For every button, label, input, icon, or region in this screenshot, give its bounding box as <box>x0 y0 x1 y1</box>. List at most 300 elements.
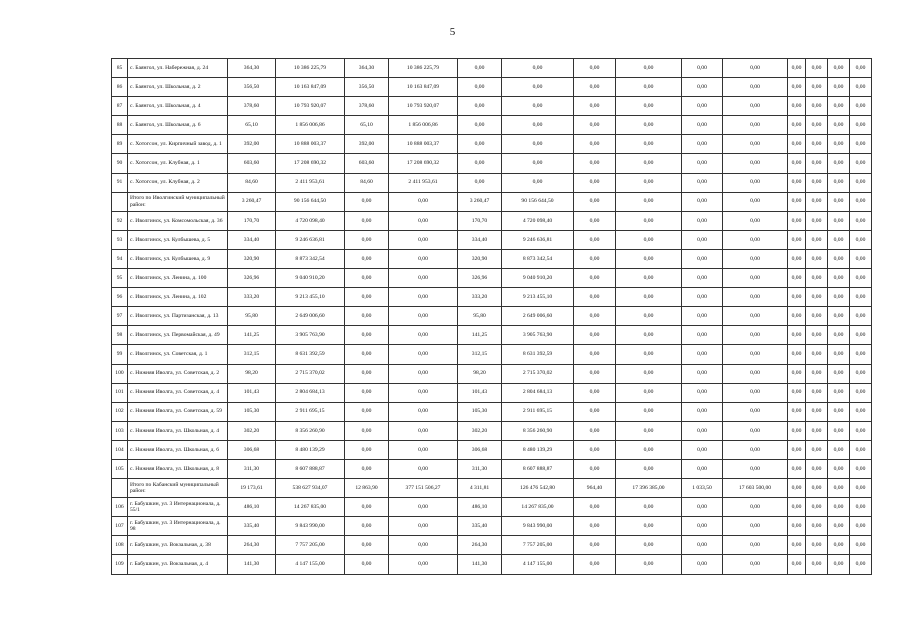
value-cell: 0,00 <box>345 459 389 478</box>
value-cell: 0,00 <box>682 555 723 574</box>
value-cell: 0,00 <box>345 211 389 230</box>
value-cell: 9 213 455,10 <box>276 288 345 307</box>
value-cell: 2 411 953,61 <box>276 173 345 192</box>
value-cell: 0,00 <box>682 230 723 249</box>
value-cell: 0,00 <box>788 517 806 536</box>
value-cell: 0,00 <box>806 288 828 307</box>
value-cell: 0,00 <box>723 249 788 268</box>
value-cell: 0,00 <box>616 326 682 345</box>
address-cell: с. Нижняя Иволга, ул. Школьная, д. 8 <box>128 459 228 478</box>
value-cell: 0,00 <box>850 459 872 478</box>
value-cell: 84,60 <box>345 173 389 192</box>
value-cell: 0,00 <box>788 555 806 574</box>
value-cell: 0,00 <box>345 345 389 364</box>
value-cell: 4 147 155,00 <box>276 555 345 574</box>
value-cell: 0,00 <box>806 555 828 574</box>
value-cell: 0,00 <box>682 192 723 211</box>
value-cell: 0,00 <box>723 555 788 574</box>
value-cell: 8 356 260,90 <box>276 421 345 440</box>
value-cell: 10 163 847,09 <box>389 78 458 97</box>
value-cell: 0,00 <box>345 230 389 249</box>
table-row <box>112 211 872 230</box>
value-cell: 0,00 <box>828 402 850 421</box>
table-body <box>112 59 872 575</box>
address-cell: с. Нижняя Иволга, ул. Советская, д. 2 <box>128 364 228 383</box>
row-number: 87 <box>112 97 128 116</box>
value-cell: 0,00 <box>389 269 458 288</box>
row-number: 106 <box>112 498 128 517</box>
value-cell: 326,96 <box>458 269 502 288</box>
value-cell: 0,00 <box>682 116 723 135</box>
value-cell: 0,00 <box>828 192 850 211</box>
address-cell: с. Хотогсон, ул. Кирпичный завод, д. 1 <box>128 135 228 154</box>
value-cell: 0,00 <box>616 97 682 116</box>
value-cell: 0,00 <box>788 345 806 364</box>
value-cell: 378,60 <box>345 97 389 116</box>
table-row <box>112 154 872 173</box>
value-cell: 0,00 <box>682 211 723 230</box>
value-cell: 0,00 <box>806 211 828 230</box>
value-cell: 1 033,50 <box>682 479 723 498</box>
value-cell: 0,00 <box>502 59 574 78</box>
value-cell: 0,00 <box>458 135 502 154</box>
row-number: 91 <box>112 173 128 192</box>
address-cell: с. Нижняя Иволга, ул. Советская, д. 59 <box>128 402 228 421</box>
value-cell: 0,00 <box>850 135 872 154</box>
value-cell: 0,00 <box>850 154 872 173</box>
value-cell: 0,00 <box>389 517 458 536</box>
value-cell: 964,40 <box>574 479 616 498</box>
row-number: 86 <box>112 78 128 97</box>
value-cell: 0,00 <box>788 78 806 97</box>
row-number: 98 <box>112 326 128 345</box>
value-cell: 0,00 <box>389 192 458 211</box>
value-cell: 7 757 205,00 <box>276 536 345 555</box>
value-cell: 0,00 <box>828 173 850 192</box>
value-cell: 0,00 <box>806 192 828 211</box>
value-cell: 0,00 <box>788 173 806 192</box>
value-cell: 0,00 <box>850 116 872 135</box>
value-cell: 0,00 <box>616 364 682 383</box>
value-cell: 0,00 <box>574 421 616 440</box>
value-cell: 0,00 <box>458 97 502 116</box>
value-cell: 0,00 <box>850 536 872 555</box>
value-cell: 0,00 <box>574 440 616 459</box>
value-cell: 0,00 <box>723 307 788 326</box>
value-cell: 0,00 <box>850 78 872 97</box>
value-cell: 141,25 <box>228 326 276 345</box>
address-cell: с. Хотогсон, ул. Клубная, д. 2 <box>128 173 228 192</box>
address-cell: с. Иволгинск, ул. Комсомольская, д. 36 <box>128 211 228 230</box>
value-cell: 0,00 <box>682 459 723 478</box>
row-number: 99 <box>112 345 128 364</box>
value-cell: 0,00 <box>806 459 828 478</box>
value-cell: 0,00 <box>850 555 872 574</box>
subtotal-label: Итого по Кабанский муниципальный район: <box>128 479 228 498</box>
value-cell: 0,00 <box>828 459 850 478</box>
value-cell: 4 720 098,40 <box>276 211 345 230</box>
value-cell: 3 905 763,90 <box>502 326 574 345</box>
value-cell: 17 208 690,32 <box>276 154 345 173</box>
value-cell: 0,00 <box>389 421 458 440</box>
value-cell: 7 757 205,00 <box>502 536 574 555</box>
address-cell: с. Иволгинск, ул. Ленина, д. 102 <box>128 288 228 307</box>
value-cell: 0,00 <box>788 459 806 478</box>
value-cell: 0,00 <box>682 173 723 192</box>
value-cell: 0,00 <box>828 440 850 459</box>
value-cell: 302,20 <box>228 421 276 440</box>
value-cell: 0,00 <box>806 249 828 268</box>
value-cell: 0,00 <box>616 78 682 97</box>
value-cell: 0,00 <box>389 459 458 478</box>
value-cell: 0,00 <box>616 288 682 307</box>
value-cell: 0,00 <box>389 555 458 574</box>
value-cell: 0,00 <box>806 269 828 288</box>
value-cell: 0,00 <box>723 288 788 307</box>
value-cell: 0,00 <box>389 345 458 364</box>
value-cell: 356,50 <box>228 78 276 97</box>
value-cell: 0,00 <box>806 78 828 97</box>
value-cell: 0,00 <box>850 383 872 402</box>
row-number: 107 <box>112 517 128 536</box>
address-cell: г. Бабушкин, ул. Вокзальная, д. 4 <box>128 555 228 574</box>
value-cell: 1 856 006,86 <box>389 116 458 135</box>
value-cell: 0,00 <box>574 498 616 517</box>
register-table <box>111 58 872 575</box>
value-cell: 105,30 <box>228 402 276 421</box>
value-cell: 306,68 <box>458 440 502 459</box>
value-cell: 0,00 <box>502 78 574 97</box>
value-cell: 378,60 <box>228 97 276 116</box>
value-cell: 0,00 <box>345 307 389 326</box>
value-cell: 0,00 <box>788 97 806 116</box>
value-cell: 392,00 <box>345 135 389 154</box>
value-cell: 0,00 <box>616 192 682 211</box>
value-cell: 0,00 <box>345 249 389 268</box>
value-cell: 0,00 <box>828 135 850 154</box>
value-cell: 2 715 370,02 <box>276 364 345 383</box>
value-cell: 0,00 <box>806 326 828 345</box>
value-cell: 0,00 <box>616 459 682 478</box>
value-cell: 0,00 <box>389 536 458 555</box>
table-row <box>112 421 872 440</box>
value-cell: 0,00 <box>682 249 723 268</box>
value-cell: 0,00 <box>788 288 806 307</box>
table-row <box>112 307 872 326</box>
value-cell: 0,00 <box>682 536 723 555</box>
value-cell: 10 793 920,07 <box>276 97 345 116</box>
value-cell: 0,00 <box>723 116 788 135</box>
row-number: 88 <box>112 116 128 135</box>
value-cell: 0,00 <box>806 402 828 421</box>
value-cell: 95,80 <box>458 307 502 326</box>
value-cell: 0,00 <box>458 78 502 97</box>
value-cell: 98,20 <box>228 364 276 383</box>
row-number: 92 <box>112 211 128 230</box>
value-cell: 0,00 <box>345 421 389 440</box>
value-cell: 0,00 <box>616 307 682 326</box>
value-cell: 0,00 <box>574 364 616 383</box>
table-row <box>112 135 872 154</box>
value-cell: 14 267 835,00 <box>502 498 574 517</box>
value-cell: 326,96 <box>228 269 276 288</box>
value-cell: 2 911 695,15 <box>276 402 345 421</box>
value-cell: 0,00 <box>788 230 806 249</box>
value-cell: 98,20 <box>458 364 502 383</box>
value-cell: 320,90 <box>228 249 276 268</box>
value-cell: 0,00 <box>788 269 806 288</box>
value-cell: 65,10 <box>345 116 389 135</box>
value-cell: 0,00 <box>723 440 788 459</box>
value-cell: 0,00 <box>682 288 723 307</box>
value-cell: 0,00 <box>806 421 828 440</box>
value-cell: 10 386 225,79 <box>276 59 345 78</box>
value-cell: 2 804 684,13 <box>276 383 345 402</box>
value-cell: 0,00 <box>616 555 682 574</box>
table-row <box>112 173 872 192</box>
row-number: 97 <box>112 307 128 326</box>
value-cell: 0,00 <box>850 307 872 326</box>
address-cell: с. Нижняя Иволга, ул. Школьная, д. 6 <box>128 440 228 459</box>
value-cell: 0,00 <box>458 173 502 192</box>
value-cell: 0,00 <box>723 459 788 478</box>
table-row <box>112 555 872 574</box>
value-cell: 0,00 <box>345 364 389 383</box>
value-cell: 0,00 <box>806 440 828 459</box>
value-cell: 0,00 <box>389 440 458 459</box>
value-cell: 0,00 <box>828 498 850 517</box>
value-cell: 0,00 <box>616 211 682 230</box>
table-row <box>112 383 872 402</box>
value-cell: 0,00 <box>788 421 806 440</box>
value-cell: 0,00 <box>389 498 458 517</box>
value-cell: 0,00 <box>574 555 616 574</box>
row-number: 101 <box>112 383 128 402</box>
value-cell: 0,00 <box>788 536 806 555</box>
value-cell: 0,00 <box>616 421 682 440</box>
table-row <box>112 59 872 78</box>
value-cell: 9 246 636,81 <box>276 230 345 249</box>
value-cell: 0,00 <box>345 288 389 307</box>
value-cell: 0,00 <box>616 517 682 536</box>
value-cell: 0,00 <box>574 459 616 478</box>
table-row <box>112 326 872 345</box>
value-cell: 306,68 <box>228 440 276 459</box>
value-cell: 101,43 <box>458 383 502 402</box>
value-cell: 141,30 <box>458 555 502 574</box>
value-cell: 0,00 <box>850 288 872 307</box>
table-row <box>112 536 872 555</box>
value-cell: 312,15 <box>228 345 276 364</box>
value-cell: 0,00 <box>850 211 872 230</box>
value-cell: 0,00 <box>788 192 806 211</box>
value-cell: 0,00 <box>345 498 389 517</box>
value-cell: 0,00 <box>389 307 458 326</box>
value-cell: 0,00 <box>502 173 574 192</box>
value-cell: 0,00 <box>788 364 806 383</box>
value-cell: 0,00 <box>345 555 389 574</box>
row-number: 100 <box>112 364 128 383</box>
value-cell: 0,00 <box>574 59 616 78</box>
row-number: 108 <box>112 536 128 555</box>
table-row <box>112 459 872 478</box>
value-cell: 0,00 <box>389 211 458 230</box>
value-cell: 0,00 <box>574 154 616 173</box>
value-cell: 141,30 <box>228 555 276 574</box>
value-cell: 356,50 <box>345 78 389 97</box>
value-cell: 0,00 <box>723 97 788 116</box>
value-cell: 8 480 139,29 <box>276 440 345 459</box>
value-cell: 9 040 910,20 <box>502 269 574 288</box>
value-cell: 0,00 <box>616 498 682 517</box>
value-cell: 4 147 155,00 <box>502 555 574 574</box>
row-number: 93 <box>112 230 128 249</box>
value-cell: 14 267 835,00 <box>276 498 345 517</box>
value-cell: 0,00 <box>616 536 682 555</box>
value-cell: 0,00 <box>723 211 788 230</box>
subtotal-row <box>112 479 872 498</box>
value-cell: 0,00 <box>723 536 788 555</box>
page-number: 5 <box>449 26 456 38</box>
value-cell: 0,00 <box>850 269 872 288</box>
value-cell: 2 411 953,61 <box>389 173 458 192</box>
value-cell: 0,00 <box>828 249 850 268</box>
address-cell: с. Иволгинск, ул. Кулбышева, д. 5 <box>128 230 228 249</box>
value-cell: 0,00 <box>574 173 616 192</box>
value-cell: 0,00 <box>850 440 872 459</box>
value-cell: 0,00 <box>828 345 850 364</box>
value-cell: 0,00 <box>788 498 806 517</box>
value-cell: 0,00 <box>806 59 828 78</box>
value-cell: 0,00 <box>345 517 389 536</box>
value-cell: 0,00 <box>574 402 616 421</box>
value-cell: 311,30 <box>228 459 276 478</box>
subtotal-label: Итого по Иволгинский муниципальный район: <box>128 192 228 211</box>
value-cell: 0,00 <box>788 116 806 135</box>
value-cell: 0,00 <box>828 230 850 249</box>
value-cell: 0,00 <box>502 97 574 116</box>
value-cell: 264,30 <box>458 536 502 555</box>
row-number <box>112 479 128 498</box>
value-cell: 0,00 <box>389 326 458 345</box>
value-cell: 4 720 098,40 <box>502 211 574 230</box>
value-cell: 0,00 <box>828 288 850 307</box>
value-cell: 0,00 <box>682 440 723 459</box>
value-cell: 0,00 <box>723 230 788 249</box>
value-cell: 0,00 <box>458 116 502 135</box>
value-cell: 0,00 <box>828 517 850 536</box>
value-cell: 0,00 <box>806 307 828 326</box>
value-cell: 0,00 <box>723 364 788 383</box>
subtotal-row <box>112 192 872 211</box>
value-cell: 0,00 <box>828 78 850 97</box>
value-cell: 101,43 <box>228 383 276 402</box>
value-cell: 0,00 <box>682 421 723 440</box>
value-cell: 0,00 <box>806 536 828 555</box>
value-cell: 0,00 <box>574 517 616 536</box>
value-cell: 170,70 <box>458 211 502 230</box>
value-cell: 333,20 <box>458 288 502 307</box>
row-number: 103 <box>112 421 128 440</box>
value-cell: 8 356 260,90 <box>502 421 574 440</box>
value-cell: 0,00 <box>828 307 850 326</box>
value-cell: 0,00 <box>723 78 788 97</box>
value-cell: 10 163 847,09 <box>276 78 345 97</box>
address-cell: с. Иволгинск, ул. Кулбышева, д. 9 <box>128 249 228 268</box>
value-cell: 0,00 <box>723 498 788 517</box>
value-cell: 0,00 <box>806 230 828 249</box>
value-cell: 0,00 <box>616 402 682 421</box>
value-cell: 0,00 <box>345 402 389 421</box>
value-cell: 0,00 <box>850 498 872 517</box>
value-cell: 12 863,90 <box>345 479 389 498</box>
value-cell: 0,00 <box>850 364 872 383</box>
value-cell: 0,00 <box>806 135 828 154</box>
value-cell: 2 649 006,60 <box>502 307 574 326</box>
value-cell: 0,00 <box>828 421 850 440</box>
value-cell: 0,00 <box>828 479 850 498</box>
value-cell: 264,30 <box>228 536 276 555</box>
value-cell: 0,00 <box>850 59 872 78</box>
table-row <box>112 440 872 459</box>
address-cell: с. Баянгол, ул. Школьная, д. 4 <box>128 97 228 116</box>
value-cell: 0,00 <box>458 59 502 78</box>
address-cell: с. Баянгол, ул. Школьная, д. 6 <box>128 116 228 135</box>
value-cell: 0,00 <box>616 345 682 364</box>
table-row <box>112 517 872 536</box>
value-cell: 538 627 934,07 <box>276 479 345 498</box>
value-cell: 0,00 <box>806 364 828 383</box>
value-cell: 0,00 <box>502 135 574 154</box>
value-cell: 0,00 <box>788 402 806 421</box>
value-cell: 3 260,47 <box>228 192 276 211</box>
address-cell: с. Иволгинск, ул. Советская, д. 1 <box>128 345 228 364</box>
value-cell: 0,00 <box>574 135 616 154</box>
value-cell: 0,00 <box>502 154 574 173</box>
value-cell: 0,00 <box>723 517 788 536</box>
value-cell: 335,40 <box>228 517 276 536</box>
value-cell: 0,00 <box>828 364 850 383</box>
value-cell: 0,00 <box>345 383 389 402</box>
value-cell: 0,00 <box>828 154 850 173</box>
value-cell: 0,00 <box>682 135 723 154</box>
value-cell: 0,00 <box>723 135 788 154</box>
value-cell: 0,00 <box>682 345 723 364</box>
table-row <box>112 97 872 116</box>
address-cell: с. Баянгол, ул. Школьная, д. 2 <box>128 78 228 97</box>
table-row <box>112 230 872 249</box>
value-cell: 9 843 990,00 <box>502 517 574 536</box>
value-cell: 0,00 <box>616 249 682 268</box>
table-row <box>112 364 872 383</box>
row-number: 85 <box>112 59 128 78</box>
value-cell: 0,00 <box>616 269 682 288</box>
value-cell: 0,00 <box>574 307 616 326</box>
table-row <box>112 249 872 268</box>
value-cell: 0,00 <box>723 326 788 345</box>
table-row <box>112 116 872 135</box>
value-cell: 0,00 <box>850 479 872 498</box>
value-cell: 0,00 <box>806 498 828 517</box>
value-cell: 17 396 385,00 <box>616 479 682 498</box>
value-cell: 0,00 <box>574 345 616 364</box>
value-cell: 0,00 <box>806 173 828 192</box>
value-cell: 0,00 <box>723 383 788 402</box>
value-cell: 0,00 <box>682 326 723 345</box>
value-cell: 2 911 695,15 <box>502 402 574 421</box>
table-row <box>112 498 872 517</box>
table-row <box>112 402 872 421</box>
